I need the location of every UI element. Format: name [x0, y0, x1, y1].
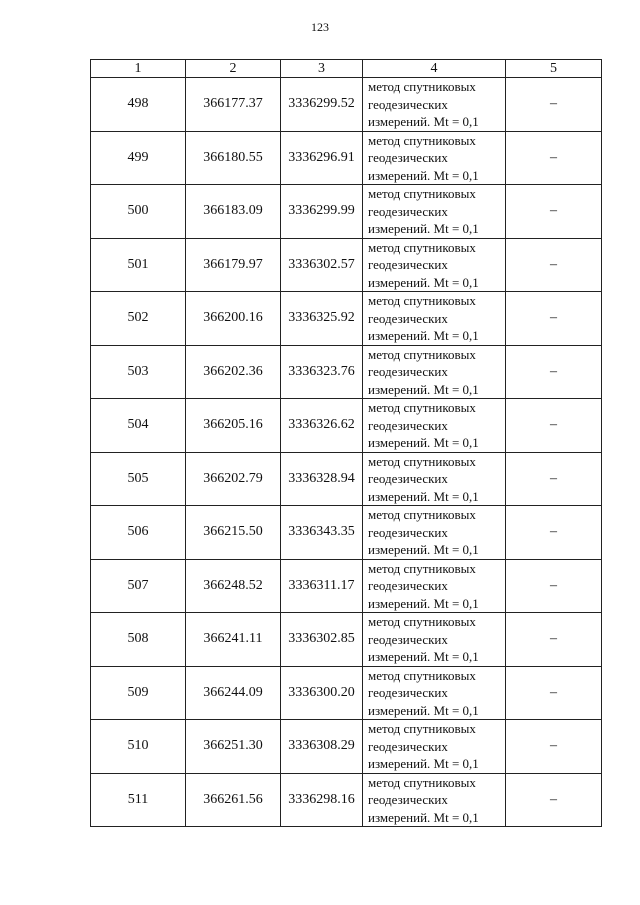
y-coordinate-cell: 3336299.99	[281, 185, 363, 239]
method-cell	[363, 292, 506, 346]
x-coordinate-cell: 366261.56	[186, 773, 281, 827]
method-line: геодезических	[368, 257, 448, 272]
table-row	[91, 345, 602, 399]
point-number-cell: 511	[91, 773, 186, 827]
method-cell	[363, 720, 506, 774]
method-line: геодезических	[368, 685, 448, 700]
point-number-cell: 501	[91, 238, 186, 292]
method-line: метод спутниковых	[368, 774, 476, 790]
note-cell: –	[506, 399, 602, 453]
page-number: 123	[311, 20, 329, 34]
table-row	[91, 131, 602, 185]
x-coordinate-cell: 366200.16	[186, 292, 281, 346]
method-line: метод спутниковых	[368, 293, 476, 308]
method-cell	[363, 185, 506, 239]
method-line: измерений. Mt = 0,1	[368, 114, 479, 129]
method-line: метод спутниковых	[368, 721, 476, 736]
column-header-5: 5	[506, 60, 602, 78]
table-row	[91, 506, 602, 560]
point-number-cell: 504	[91, 399, 186, 453]
table-row	[91, 399, 602, 453]
method-line: измерений. Mt = 0,1	[368, 274, 479, 290]
y-coordinate-cell: 3336323.76	[281, 345, 363, 399]
method-line: измерений. Mt = 0,1	[368, 649, 479, 664]
y-coordinate-cell: 3336302.57	[281, 238, 363, 292]
method-line: метод спутниковых	[368, 667, 476, 683]
method-cell	[363, 131, 506, 185]
y-coordinate-cell: 3336326.62	[281, 399, 363, 453]
method-line: метод спутниковых	[368, 239, 476, 255]
method-line: метод спутниковых	[368, 453, 476, 469]
x-coordinate-cell: 366251.30	[186, 720, 281, 774]
header-row	[91, 60, 602, 78]
method-line: геодезических	[368, 417, 448, 433]
note-cell: –	[506, 131, 602, 185]
point-number-cell: 499	[91, 131, 186, 185]
y-coordinate-cell: 3336311.17	[281, 559, 363, 613]
table-row	[91, 185, 602, 239]
method-line: геодезических	[368, 631, 448, 647]
method-line: геодезических	[368, 471, 448, 486]
x-coordinate-cell: 366183.09	[186, 185, 281, 239]
point-number-cell: 498	[91, 78, 186, 132]
method-line: измерений. Mt = 0,1	[368, 167, 479, 183]
y-coordinate-cell: 3336302.85	[281, 613, 363, 667]
y-coordinate-cell: 3336296.91	[281, 131, 363, 185]
x-coordinate-cell: 366202.36	[186, 345, 281, 399]
method-line: измерений. Mt = 0,1	[368, 595, 479, 611]
table-row	[91, 773, 602, 827]
method-line: геодезических	[368, 792, 448, 807]
note-cell: –	[506, 506, 602, 560]
method-line: геодезических	[368, 96, 448, 112]
method-cell	[363, 559, 506, 613]
y-coordinate-cell: 3336299.52	[281, 78, 363, 132]
method-cell	[363, 238, 506, 292]
note-cell: –	[506, 452, 602, 506]
point-number-cell: 503	[91, 345, 186, 399]
method-line: геодезических	[368, 524, 448, 540]
table-row	[91, 452, 602, 506]
point-number-cell: 505	[91, 452, 186, 506]
method-line: метод спутниковых	[368, 346, 476, 362]
y-coordinate-cell: 3336300.20	[281, 666, 363, 720]
method-line: измерений. Mt = 0,1	[368, 381, 479, 397]
y-coordinate-cell: 3336308.29	[281, 720, 363, 774]
x-coordinate-cell: 366179.97	[186, 238, 281, 292]
note-cell: –	[506, 720, 602, 774]
point-number-cell: 508	[91, 613, 186, 667]
note-cell: –	[506, 292, 602, 346]
x-coordinate-cell: 366248.52	[186, 559, 281, 613]
method-cell	[363, 613, 506, 667]
point-number-cell: 510	[91, 720, 186, 774]
note-cell: –	[506, 345, 602, 399]
table-row	[91, 559, 602, 613]
table-body	[91, 78, 602, 827]
table-row	[91, 720, 602, 774]
method-cell	[363, 345, 506, 399]
note-cell: –	[506, 613, 602, 667]
table-row	[91, 78, 602, 132]
method-line: геодезических	[368, 364, 448, 379]
y-coordinate-cell: 3336343.35	[281, 506, 363, 560]
note-cell: –	[506, 559, 602, 613]
point-number-cell: 502	[91, 292, 186, 346]
column-header-4: 4	[363, 60, 506, 78]
table-row	[91, 238, 602, 292]
method-line: метод спутниковых	[368, 132, 476, 148]
method-line: измерений. Mt = 0,1	[368, 435, 479, 450]
method-cell	[363, 773, 506, 827]
column-header-2: 2	[186, 60, 281, 78]
note-cell: –	[506, 773, 602, 827]
method-cell	[363, 506, 506, 560]
column-header-3: 3	[281, 60, 363, 78]
point-number-cell: 506	[91, 506, 186, 560]
x-coordinate-cell: 366241.11	[186, 613, 281, 667]
method-line: метод спутниковых	[368, 79, 476, 94]
x-coordinate-cell: 366177.37	[186, 78, 281, 132]
method-line: измерений. Mt = 0,1	[368, 702, 479, 718]
method-cell	[363, 78, 506, 132]
x-coordinate-cell: 366205.16	[186, 399, 281, 453]
x-coordinate-cell: 366202.79	[186, 452, 281, 506]
method-cell	[363, 452, 506, 506]
method-line: метод спутниковых	[368, 560, 476, 576]
method-line: метод спутниковых	[368, 186, 476, 201]
point-number-cell: 509	[91, 666, 186, 720]
method-line: измерений. Mt = 0,1	[368, 756, 479, 771]
method-line: измерений. Mt = 0,1	[368, 221, 479, 236]
table-row	[91, 666, 602, 720]
note-cell: –	[506, 185, 602, 239]
x-coordinate-cell: 366215.50	[186, 506, 281, 560]
method-line: измерений. Mt = 0,1	[368, 809, 479, 825]
method-cell	[363, 399, 506, 453]
method-cell	[363, 666, 506, 720]
column-header-1: 1	[91, 60, 186, 78]
note-cell: –	[506, 78, 602, 132]
method-line: измерений. Mt = 0,1	[368, 542, 479, 557]
point-number-cell: 507	[91, 559, 186, 613]
note-cell: –	[506, 666, 602, 720]
method-line: геодезических	[368, 310, 448, 326]
method-line: метод спутниковых	[368, 400, 476, 415]
x-coordinate-cell: 366244.09	[186, 666, 281, 720]
y-coordinate-cell: 3336298.16	[281, 773, 363, 827]
table-row	[91, 613, 602, 667]
method-line: измерений. Mt = 0,1	[368, 488, 479, 504]
method-line: измерений. Mt = 0,1	[368, 328, 479, 343]
method-line: метод спутниковых	[368, 507, 476, 522]
y-coordinate-cell: 3336328.94	[281, 452, 363, 506]
table-row	[91, 292, 602, 346]
method-line: геодезических	[368, 578, 448, 593]
y-coordinate-cell: 3336325.92	[281, 292, 363, 346]
coordinates-table	[90, 59, 602, 827]
method-line: геодезических	[368, 150, 448, 165]
method-line: метод спутниковых	[368, 614, 476, 629]
method-line: геодезических	[368, 203, 448, 219]
point-number-cell: 500	[91, 185, 186, 239]
method-line: геодезических	[368, 738, 448, 754]
note-cell: –	[506, 238, 602, 292]
x-coordinate-cell: 366180.55	[186, 131, 281, 185]
